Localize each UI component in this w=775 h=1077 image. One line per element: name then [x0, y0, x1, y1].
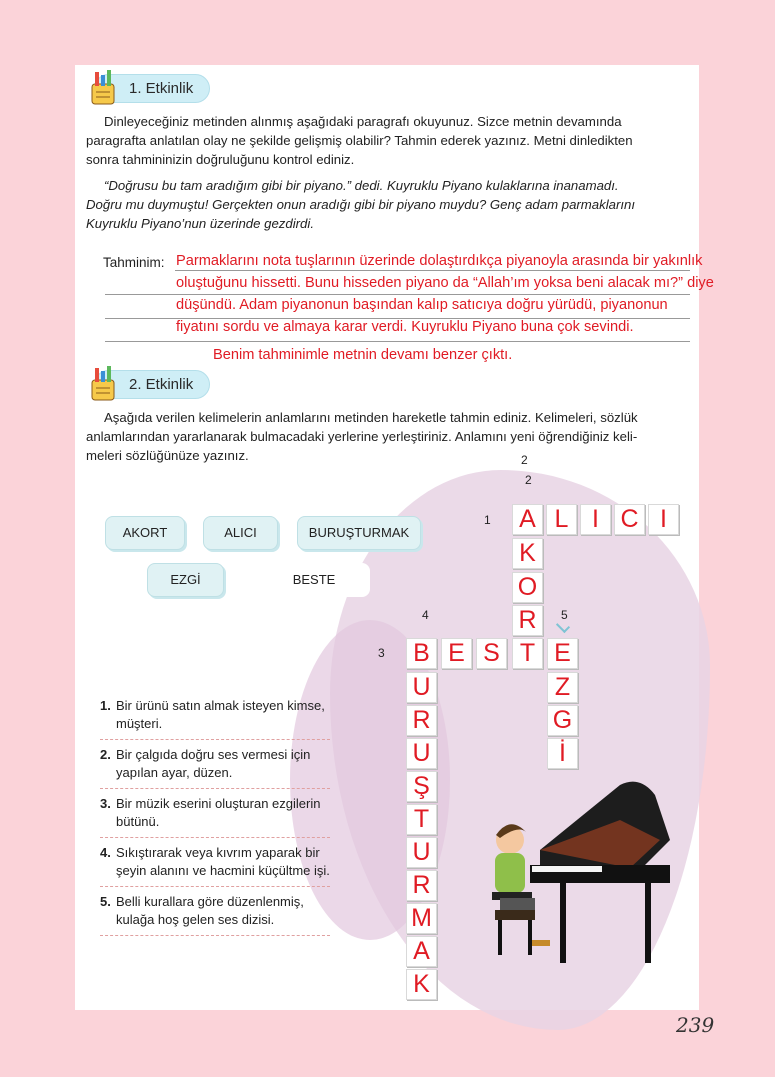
activity1-title: 1. Etkinlik	[94, 74, 210, 103]
grid-number: 3	[378, 646, 385, 660]
grid-number: 2	[521, 453, 528, 467]
page-number: 239	[676, 1013, 715, 1037]
grid-cell[interactable]: U	[406, 672, 437, 703]
word-chip-alici[interactable]: ALICI	[203, 516, 278, 550]
quote-line: Kuyruklu Piyano’nun üzerinde gezdirdi.	[86, 216, 314, 231]
clue-item: 2. Bir çalgıda doğru ses vermesi için yapılan ayar, düzen.	[100, 744, 330, 789]
grid-cell[interactable]: T	[406, 804, 437, 835]
grid-cell[interactable]: U	[406, 837, 437, 868]
word-chip-ezgi[interactable]: EZGİ	[147, 563, 224, 597]
instruction-line: Dinleyeceğiniz metinden alınmış aşağıdaki paragrafı okuyunuz. Sizce metnin devamında	[104, 114, 622, 129]
grid-cell[interactable]: I	[580, 504, 611, 535]
activity1-instructions	[86, 112, 633, 169]
grid-cell[interactable]: U	[406, 738, 437, 769]
grid-cell[interactable]: T	[512, 638, 543, 669]
instruction-line: anlamlarından yararlanarak bulmacadaki yerlerine yerleştiriniz. Anlamını yeni öğrendiğiniz keli-	[86, 429, 638, 444]
grid-cell[interactable]: M	[406, 903, 437, 934]
guess-label: Tahminim:	[103, 255, 165, 270]
clue-item: 4. Sıkıştırarak veya kıvrım yaparak bir şeyin alanını ve hacmini küçültme işi.	[100, 842, 330, 887]
instruction-line: Aşağıda verilen kelimelerin anlamlarını metinden hareketle tahmin ediniz. Kelimeleri, sözlük	[104, 410, 638, 425]
grid-cell[interactable]: B	[406, 638, 437, 669]
grid-cell[interactable]: L	[546, 504, 577, 535]
instruction-line: meleri sözlüğünüze yazınız.	[86, 448, 249, 463]
handwritten-answer-line: düşündü. Adam piyanonun başından kalıp satıcıya doğru yürüdü, piyanonun	[176, 297, 668, 313]
handwritten-answer-line: fiyatını sordu ve almaya karar verdi. Kuyruklu Piyano buna çok sevindi.	[176, 319, 634, 335]
clue-item: 1. Bir ürünü satın almak isteyen kimse, müşteri.	[100, 695, 330, 740]
instruction-line: paragrafta anlatılan olay ne şekilde gelişmiş olabilir? Tahmin ederek yazınız. Metni dinledikten	[86, 133, 633, 148]
word-chip-burusturmak[interactable]: BURUŞTURMAK	[297, 516, 421, 550]
grid-cell[interactable]: R	[512, 605, 543, 636]
handwritten-answer-line: oluştuğunu hissetti. Bunu hisseden piyano da “Allah’ım yoksa beni alacak mı?” diye	[176, 275, 714, 291]
grid-cell[interactable]: K	[512, 538, 543, 569]
grid-cell[interactable]: A	[512, 504, 543, 535]
activity2-title: 2. Etkinlik	[94, 370, 210, 399]
grid-cell[interactable]: E	[441, 638, 472, 669]
grid-cell[interactable]: R	[406, 705, 437, 736]
activity1-heading	[88, 70, 210, 106]
clue-list	[100, 695, 330, 940]
grid-cell[interactable]: E	[547, 638, 578, 669]
grid-cell[interactable]: G	[547, 705, 578, 736]
grid-number: 5	[561, 608, 568, 622]
grid-number: 1	[484, 513, 491, 527]
grid-cell[interactable]: K	[406, 969, 437, 1000]
pencil-cup-icon	[88, 366, 120, 402]
word-chip-beste[interactable]: BESTE	[258, 563, 370, 597]
grid-cell[interactable]: Ş	[406, 771, 437, 802]
handwritten-answer-line: Parmaklarını nota tuşlarının üzerinde dolaştırdıkça piyanoyla arasında bir yakınlık	[176, 253, 703, 269]
clue-item: 3. Bir müzik eserini oluşturan ezgilerin bütünü.	[100, 793, 330, 838]
answer-line	[105, 341, 690, 342]
grid-cell[interactable]: A	[406, 936, 437, 967]
grid-cell[interactable]: R	[406, 870, 437, 901]
grid-cell[interactable]: İ	[547, 738, 578, 769]
grid-cell[interactable]: Z	[547, 672, 578, 703]
pencil-cup-icon	[88, 70, 120, 106]
quoted-paragraph	[86, 176, 635, 233]
grid-cell[interactable]: S	[476, 638, 507, 669]
activity2-heading	[88, 366, 210, 402]
conclusion-text: Benim tahminimle metnin devamı benzer çıktı.	[213, 347, 513, 363]
grid-cell[interactable]: I	[648, 504, 679, 535]
grid-cell[interactable]: C	[614, 504, 645, 535]
grid-number: 2	[525, 473, 532, 487]
grid-number: 4	[422, 608, 429, 622]
word-chip-akort[interactable]: AKORT	[105, 516, 185, 550]
quote-line: Doğru mu duymuştu! Gerçekten onun aradığı gibi bir piyano muydu? Genç adam parmaklarını	[86, 197, 636, 212]
clue-item: 5. Belli kurallara göre düzenlenmiş, kulağa hoş gelen ses dizisi.	[100, 891, 330, 936]
pianist-illustration	[470, 780, 685, 975]
grid-cell[interactable]: O	[512, 572, 543, 603]
instruction-line: sonra tahmininizin doğruluğunu kontrol ediniz.	[86, 152, 355, 167]
activity2-instructions	[86, 408, 638, 465]
quote-line: “Doğrusu bu tam aradığım gibi bir piyano.” dedi. Kuyruklu Piyano kulaklarına inanamadı.	[104, 178, 619, 193]
